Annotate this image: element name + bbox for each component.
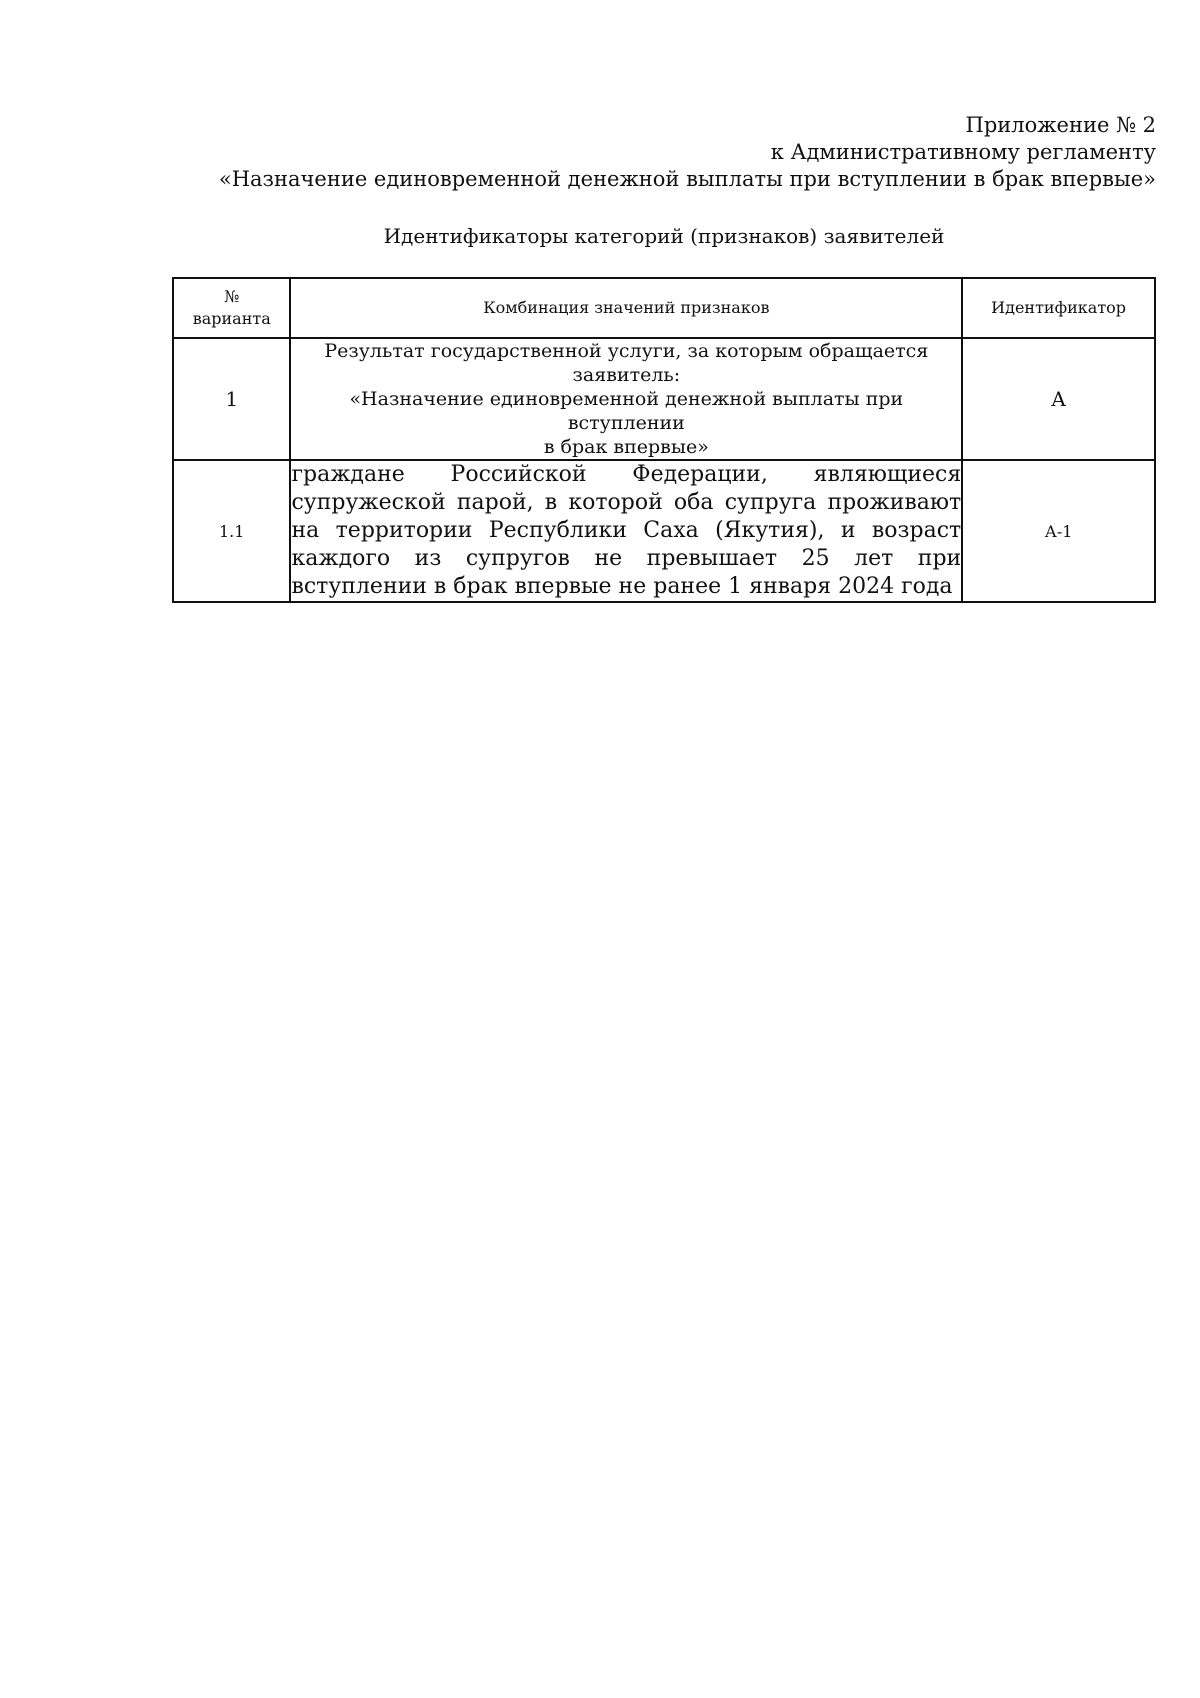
- header-variant-number: № варианта: [173, 278, 290, 338]
- combination-cell: граждане Российской Федерации, являющиеся супружеской парой, в которой оба супруга проживают на территории Республики Саха (Якутия), и возраст каждого из супругов не превышает 25 лет при вступлении в брак впервые не ранее 1 января 2024 года: [290, 460, 962, 602]
- variant-number-cell: 1: [173, 338, 290, 460]
- identifiers-table: [172, 277, 1156, 603]
- table-header-row: [173, 278, 1155, 338]
- header-combination: Комбинация значений признаков: [290, 278, 962, 338]
- annex-reference: к Административному регламенту: [770, 140, 1156, 164]
- table-row: [173, 460, 1155, 602]
- identifier-cell: А: [962, 338, 1155, 460]
- annex-number: Приложение № 2: [965, 113, 1156, 137]
- combination-cell: Результат государственной услуги, за которым обращается заявитель: «Назначение единовременной денежной выплаты при вступлении в брак впервые»: [290, 338, 962, 460]
- table-row: [173, 338, 1155, 460]
- identifier-cell: А-1: [962, 460, 1155, 602]
- annex-regulation-title: «Назначение единовременной денежной выплаты при вступлении в брак впервые»: [218, 167, 1156, 191]
- annex-header: [219, 112, 1156, 193]
- header-identifier: Идентификатор: [962, 278, 1155, 338]
- document-title: Идентификаторы категорий (признаков) заявителей: [383, 224, 945, 248]
- variant-number-cell: 1.1: [173, 460, 290, 602]
